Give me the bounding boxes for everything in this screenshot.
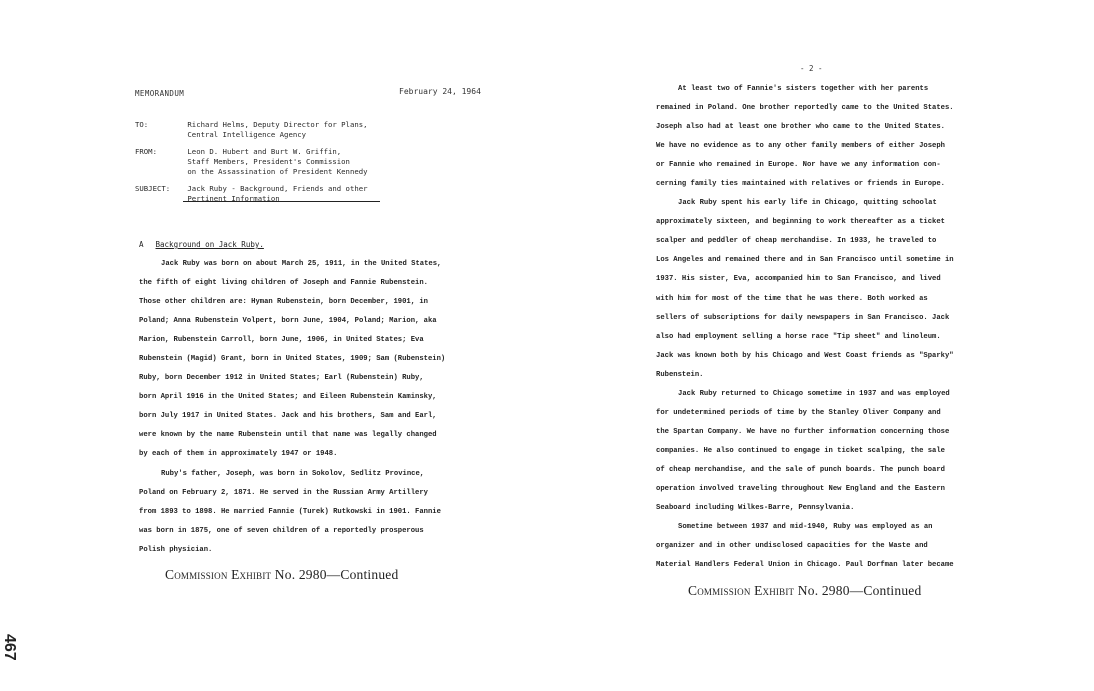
- section-letter: A: [139, 240, 144, 249]
- body-line: Polish physician.: [139, 545, 213, 554]
- body-line: Jack Ruby was born on about March 25, 1911, in the United States,: [161, 260, 442, 268]
- body-line: also had employment selling a horse race "Tip sheet" and linoleum.: [656, 332, 941, 341]
- body-line: remained in Poland. One brother reportedly came to the United States.: [656, 104, 954, 113]
- body-line: of cheap merchandise, and the sale of punch boards. The punch board: [656, 465, 945, 474]
- from-line: on the Assassination of President Kennedy: [187, 167, 368, 176]
- body-line: Rubenstein.: [656, 370, 704, 379]
- to-field: [135, 120, 368, 140]
- body-line: Ruby, born December 1912 in United States; Earl (Rubenstein) Ruby,: [139, 374, 424, 383]
- body-line: companies. He also continued to engage in ticket scalping, the sale: [656, 446, 945, 455]
- subject-line: Pertinent Information: [187, 194, 280, 203]
- exhibit-caption-right: [688, 583, 921, 599]
- body-line: approximately sixteen, and beginning to work thereafter as a ticket: [656, 218, 945, 227]
- body-line: Those other children are: Hyman Rubenstein, born December, 1901, in: [139, 298, 428, 307]
- memo-body-left: [139, 255, 469, 560]
- section-title: Background on Jack Ruby.: [155, 240, 264, 249]
- memo-label: MEMORANDUM: [135, 89, 185, 98]
- body-line: organizer and in other undisclosed capacities for the Waste and: [656, 542, 928, 551]
- exhibit-caption-left: [165, 567, 398, 583]
- body-line: Jack Ruby spent his early life in Chicago, quitting schoolat: [678, 199, 937, 208]
- body-line: Poland; Anna Rubenstein Volpert, born June, 1904, Poland; Marion, aka: [139, 317, 437, 326]
- body-line: Joseph also had at least one brother who came to the United States.: [656, 123, 945, 132]
- page-marker: - 2 -: [800, 64, 823, 73]
- subject-line: Jack Ruby - Background, Friends and other: [187, 184, 368, 193]
- body-line: Marion, Rubenstein Carroll, born June, 1906, in United States; Eva: [139, 336, 424, 345]
- from-field: [135, 147, 368, 177]
- body-line: from 1893 to 1898. He married Fannie (Turek) Rutkowski in 1901. Fannie: [139, 507, 441, 516]
- body-line: Jack Ruby returned to Chicago sometime in 1937 and was employed: [678, 389, 950, 398]
- body-line: At least two of Fannie's sisters together with her parents: [678, 85, 929, 93]
- section-heading: [139, 240, 264, 249]
- body-line: Poland on February 2, 1871. He served in the Russian Army Artillery: [139, 488, 428, 497]
- body-line: born April 1916 in the United States; and Eileen Rubenstein Kaminsky,: [139, 393, 437, 402]
- to-label: TO:: [135, 120, 149, 129]
- memo-date: February 24, 1964: [399, 87, 481, 96]
- body-line: Rubenstein (Magid) Grant, born in United States, 1909; Sam (Rubenstein): [139, 355, 446, 364]
- body-line: the fifth of eight living children of Joseph and Fannie Rubenstein.: [139, 279, 428, 288]
- side-page-number: 467: [1, 634, 18, 661]
- from-label: FROM:: [135, 147, 157, 156]
- subject-label: SUBJECT:: [135, 184, 171, 193]
- body-line: operation involved traveling throughout New England and the Eastern: [656, 484, 945, 493]
- body-line: were known by the name Rubenstein until that name was legally changed: [139, 431, 437, 440]
- body-line: Jack was known both by his Chicago and West Coast friends as "Sparky": [656, 351, 954, 360]
- body-line: born July 1917 in United States. Jack and his brothers, Sam and Earl,: [139, 412, 437, 421]
- from-line: Staff Members, President's Commission: [187, 157, 350, 166]
- body-line: scalper and peddler of cheap merchandise. In 1933, he traveled to: [656, 237, 937, 246]
- body-line: with him for most of the time that he was there. Both worked as: [656, 294, 928, 303]
- body-line: by each of them in approximately 1947 or 1948.: [139, 450, 338, 459]
- caption-exhibit-number: No. 2980—Continued: [271, 567, 399, 582]
- body-line: Seaboard including Wilkes-Barre, Pennsylvania.: [656, 504, 855, 513]
- body-line: 1937. His sister, Eva, accompanied him to San Francisco, and lived: [656, 275, 941, 284]
- body-line: was born in 1875, one of seven children of a reportedly prosperous: [139, 526, 424, 535]
- to-line: Richard Helms, Deputy Director for Plans,: [187, 120, 368, 129]
- body-line: Material Handlers Federal Union in Chicago. Paul Dorfman later became: [656, 561, 954, 570]
- body-line: or Fannie who remained in Europe. Nor have we any information con-: [656, 161, 941, 170]
- body-line: Sometime between 1937 and mid-1940, Ruby was employed as an: [678, 523, 933, 532]
- body-line: for undetermined periods of time by the Stanley Oliver Company and: [656, 408, 941, 417]
- caption-exhibit-label: Commission Exhibit: [165, 567, 272, 582]
- body-line: cerning family ties maintained with relatives or friends in Europe.: [656, 180, 945, 189]
- to-line: Central Intelligence Agency: [187, 130, 307, 139]
- memo-body-right: [656, 80, 996, 575]
- body-line: Ruby's father, Joseph, was born in Sokolov, Sedlitz Province,: [161, 469, 425, 478]
- body-line: Los Angeles and remained there and in San Francisco until sometime in: [656, 256, 954, 265]
- caption-exhibit-label: Commission Exhibit: [688, 583, 795, 598]
- body-line: sellers of subscriptions for daily newspapers in San Francisco. Jack: [656, 313, 950, 322]
- subject-underline: [183, 201, 380, 202]
- caption-exhibit-number: No. 2980—Continued: [794, 583, 922, 598]
- body-line: We have no evidence as to any other family members of either Joseph: [656, 142, 945, 151]
- body-line: the Spartan Company. We have no further information concerning those: [656, 427, 950, 436]
- from-line: Leon D. Hubert and Burt W. Griffin,: [187, 147, 342, 156]
